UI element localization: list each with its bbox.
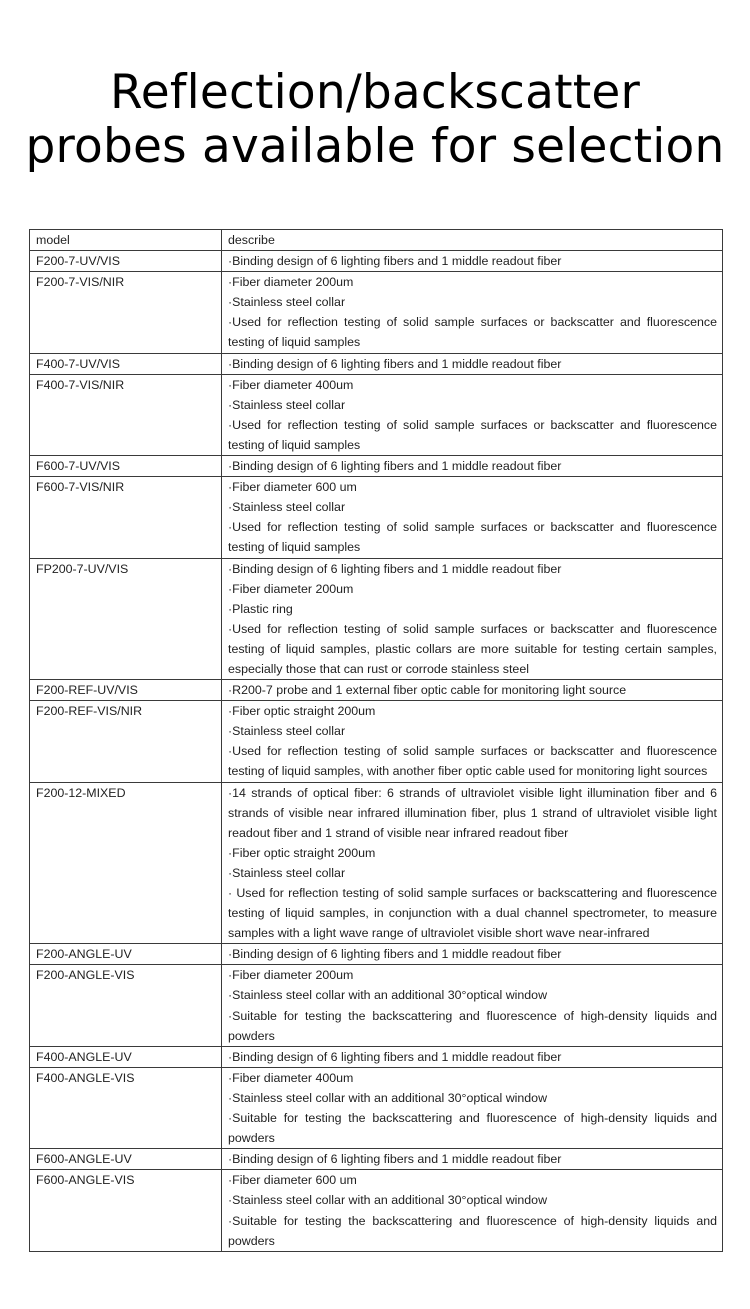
model-cell: F600-7-UV/VIS [30,456,222,477]
describe-line: ·Binding design of 6 lighting fibers and 1 middle readout fiber [228,561,562,576]
model-cell: F200-7-VIS/NIR [30,272,222,353]
describe-line: ·Binding design of 6 lighting fibers and 1 middle readout fiber [228,356,562,371]
describe-cell [222,1170,723,1251]
describe-line: ·Stainless steel collar with an additional 30°optical window [228,988,548,1003]
describe-line: ·R200-7 probe and 1 external fiber optic cable for monitoring light source [228,683,627,698]
describe-cell [222,272,723,353]
describe-cell [222,456,723,477]
table-header-row [30,230,723,251]
table-row [30,374,723,455]
describe-line: ·Used for reflection testing of solid sample surfaces or backscatter and fluorescence testing of liquid samples, with another fiber optic cable used for monitoring light sources [228,744,717,779]
table-row [30,944,723,965]
model-cell: F200-REF-UV/VIS [30,680,222,701]
describe-line: ·Stainless steel collar with an additional 30°optical window [228,1193,548,1208]
model-cell: FP200-7-UV/VIS [30,558,222,680]
describe-line: ·Stainless steel collar [228,724,346,739]
describe-line: ·Fiber diameter 400um [228,1070,354,1085]
describe-line: ·Stainless steel collar [228,865,346,880]
table-row [30,965,723,1046]
model-cell: F200-ANGLE-VIS [30,965,222,1046]
describe-cell [222,944,723,965]
table-row [30,782,723,944]
title-line-2: probes available for selection [25,119,725,174]
model-cell: F400-ANGLE-UV [30,1046,222,1067]
model-cell: F200-12-MIXED [30,782,222,944]
describe-line: ·Fiber diameter 600 um [228,1173,357,1188]
describe-line: ·Used for reflection testing of solid sample surfaces or backscatter and fluorescence testing of liquid samples [228,520,717,555]
table-row [30,1046,723,1067]
table-row [30,353,723,374]
describe-cell [222,1067,723,1148]
table-row [30,1149,723,1170]
describe-line: ·Used for reflection testing of solid sample surfaces or backscatter and fluorescence testing of liquid samples [228,315,717,350]
describe-line: ·Suitable for testing the backscattering and fluorescence of high-density liquids and powders [228,1111,717,1146]
describe-line: ·Suitable for testing the backscattering and fluorescence of high-density liquids and powders [228,1213,717,1248]
table-row [30,680,723,701]
table-row [30,1067,723,1148]
column-header-describe: describe [222,230,723,251]
describe-line: ·Stainless steel collar [228,397,346,412]
describe-line: ·Fiber diameter 200um [228,581,354,596]
describe-cell [222,353,723,374]
table-row [30,477,723,558]
table-row [30,251,723,272]
describe-line: ·Fiber diameter 400um [228,377,354,392]
describe-cell [222,965,723,1046]
table-row [30,558,723,680]
describe-line: ·Binding design of 6 lighting fibers and 1 middle readout fiber [228,459,562,474]
table-row [30,701,723,782]
describe-line: ·Fiber optic straight 200um [228,845,376,860]
describe-cell [222,374,723,455]
describe-cell [222,558,723,680]
describe-cell [222,477,723,558]
describe-cell [222,680,723,701]
title-line-1: Reflection/backscatter [109,65,640,120]
describe-cell [222,782,723,944]
describe-cell [222,251,723,272]
describe-line: ·14 strands of optical fiber: 6 strands of ultraviolet visible light illumination fiber and 6 strands of visible near infrared illumination fiber, plus 1 strand of ultraviolet visible light readout fiber and 1 strand of visible near infrared readout fiber [228,785,717,840]
table-row [30,272,723,353]
model-cell: F200-ANGLE-UV [30,944,222,965]
describe-line: ·Stainless steel collar with an additional 30°optical window [228,1090,548,1105]
describe-line: ·Binding design of 6 lighting fibers and 1 middle readout fiber [228,1152,562,1167]
page-title [0,66,750,174]
describe-cell [222,701,723,782]
describe-line: ·Fiber diameter 600 um [228,480,357,495]
table-row [30,456,723,477]
column-header-model: model [30,230,222,251]
model-cell: F400-ANGLE-VIS [30,1067,222,1148]
describe-line: ·Suitable for testing the backscattering and fluorescence of high-density liquids and powders [228,1008,717,1043]
describe-line: · Used for reflection testing of solid sample surfaces or backscattering and fluorescence testing of liquid samples, in conjunction with a dual channel spectrometer, to measure samples with a light wave range of ultraviolet visible short wave near-infrared [228,886,717,941]
describe-line: ·Used for reflection testing of solid sample surfaces or backscatter and fluorescence testing of liquid samples [228,417,717,452]
model-cell: F400-7-UV/VIS [30,353,222,374]
describe-line: ·Binding design of 6 lighting fibers and 1 middle readout fiber [228,947,562,962]
table-row [30,1170,723,1251]
describe-line: ·Stainless steel collar [228,500,346,515]
model-cell: F400-7-VIS/NIR [30,374,222,455]
describe-line: ·Fiber diameter 200um [228,275,354,290]
model-cell: F200-REF-VIS/NIR [30,701,222,782]
describe-line: ·Fiber diameter 200um [228,968,354,983]
describe-line: ·Stainless steel collar [228,295,346,310]
describe-line: ·Plastic ring [228,601,293,616]
describe-cell [222,1149,723,1170]
describe-cell [222,1046,723,1067]
model-cell: F600-ANGLE-UV [30,1149,222,1170]
table-body [30,251,723,1252]
probe-table [29,229,723,1252]
describe-line: ·Binding design of 6 lighting fibers and 1 middle readout fiber [228,254,562,269]
model-cell: F600-ANGLE-VIS [30,1170,222,1251]
model-cell: F200-7-UV/VIS [30,251,222,272]
describe-line: ·Used for reflection testing of solid sample surfaces or backscatter and fluorescence testing of liquid samples, plastic collars are more suitable for testing certain samples, especially those that can rust or corrode stainless steel [228,621,717,676]
describe-line: ·Binding design of 6 lighting fibers and 1 middle readout fiber [228,1049,562,1064]
model-cell: F600-7-VIS/NIR [30,477,222,558]
describe-line: ·Fiber optic straight 200um [228,704,376,719]
